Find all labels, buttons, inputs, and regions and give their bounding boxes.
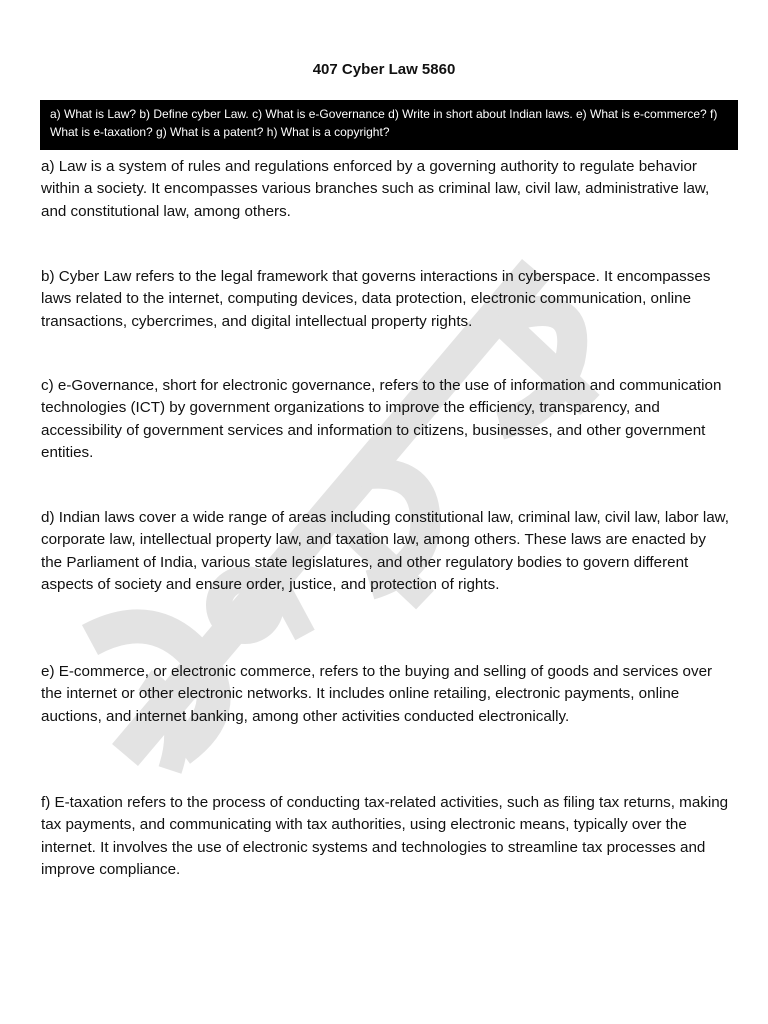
answer-b: b) Cyber Law refers to the legal framework that governs interactions in cyberspace. It encompasses laws related to the internet, computing devices, data protection, electronic communication, online transactions, cybercrimes, and digital intellectual property rights. bbox=[41, 268, 711, 330]
document-title: 407 Cyber Law 5860 bbox=[312, 61, 456, 78]
questions-text: a) What is Law? b) Define cyber Law. c) What is e-Governance d) Write in short about Indian laws. e) What is e-commerce? f) What is e-taxation? g) What is a patent? h) What is a copyright? bbox=[50, 107, 718, 139]
answer-d: d) Indian laws cover a wide range of areas including constitutional law, criminal law, civil law, labor law, corporate law, intellectual property law, and taxation law, among others. These laws are enacted by the Parliament of India, various state legislatures, and other regulatory bodies to govern different aspects of society and ensure order, justice, and protection of rights. bbox=[41, 509, 729, 594]
answer-f: f) E-taxation refers to the process of conducting tax-related activities, such as filing tax returns, making tax payments, and communicating with tax authorities, using electronic means, typically over the internet. It involves the use of electronic systems and technologies to streamline tax processes and improve compliance. bbox=[41, 794, 729, 879]
answer-e: e) E-commerce, or electronic commerce, refers to the buying and selling of goods and services over the internet or other electronic networks. It includes online retailing, electronic payments, online auctions, and internet banking, among other activities conducted electronically. bbox=[41, 663, 713, 725]
answer-a: a) Law is a system of rules and regulations enforced by a governing authority to regulate behavior within a society. It encompasses various branches such as criminal law, civil law, administrative law, and constitutional law, among others. bbox=[41, 158, 710, 220]
answer-c: c) e-Governance, short for electronic governance, refers to the use of information and communication technologies (ICT) by government organizations to improve the efficiency, transparency, and accessibility of government services and information to citizens, businesses, and other government entities. bbox=[41, 377, 722, 462]
questions-box bbox=[40, 100, 738, 150]
